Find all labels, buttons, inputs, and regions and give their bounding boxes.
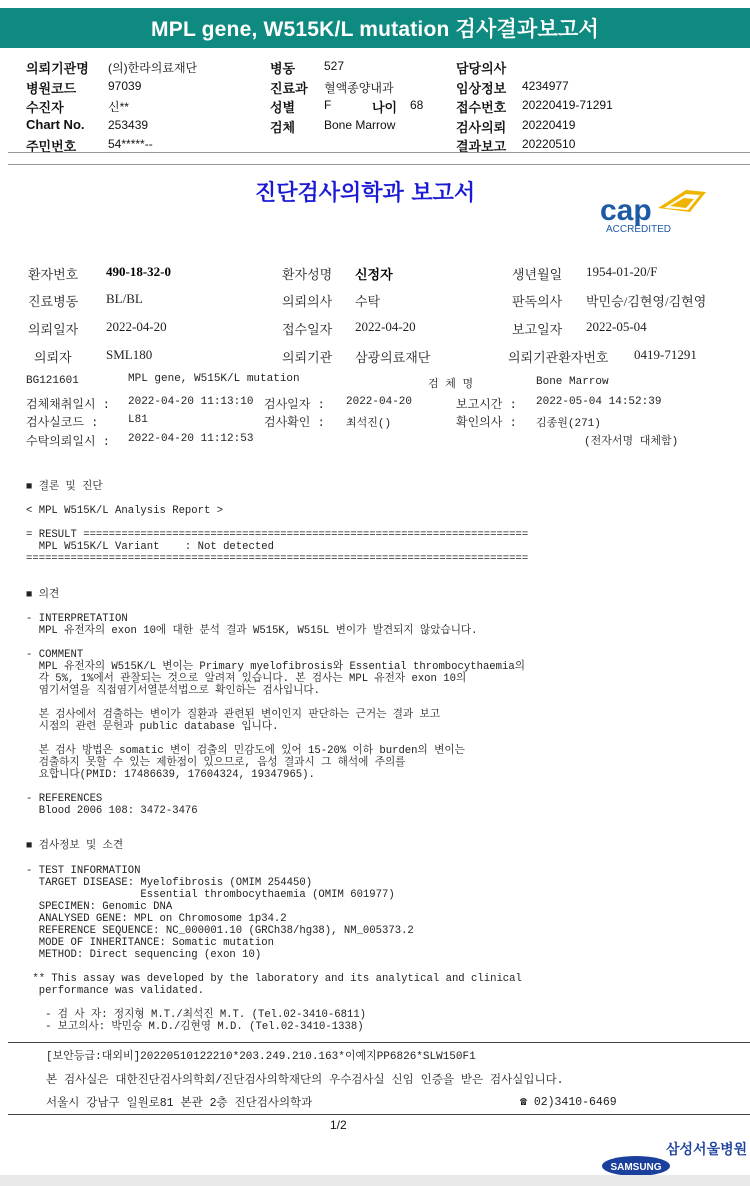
report-line: < MPL W515K/L Analysis Report > [26,505,224,517]
certification-text: 본 검사실은 대한진단검사의학회/진단검사의학재단의 우수검사실 신임 인증을 받은 검사실입니다. [46,1074,564,1087]
divider [8,1114,750,1115]
report-line: ■ 검사정보 및 소견 [26,840,124,852]
report-line: ■ 결론 및 진단 [26,481,103,493]
testdate-value: 2022-04-20 [346,396,413,408]
report-line: performance was validated. [26,985,205,997]
check-label: 검사확인 : [264,416,325,430]
patient-label: 환자번호 [28,267,79,282]
patient-label: 환자성명 [282,267,333,282]
report-line: 각 5%, 1%에서 관찰되는 것으로 알려져 있습니다. 본 검사는 MPL 유전자 exon 10의 [26,673,467,685]
info-label: 병원코드 [26,81,77,96]
collect-label: 검체채취일시 : [26,398,110,412]
info-label: 수진자 [26,100,64,115]
info-value: 68 [410,98,424,112]
info-value: 527 [324,59,345,73]
check-value: 최석진() [346,418,392,430]
report-line: ANALYSED GENE: MPL on Chromosome 1p34.2 [26,913,287,925]
samsung-logo [592,1137,662,1173]
report-title: 진단검사의학과 보고서 [255,180,476,206]
patient-value: BL/BL [106,291,143,306]
patient-label: 의뢰자 [34,350,72,365]
report-line: - 검 사 자: 정지형 M.T./최석진 M.T. (Tel.02-3410-6811) [26,1009,367,1021]
test-name: MPL gene, W515K/L mutation [128,373,300,385]
report-line: - INTERPRETATION [26,613,128,625]
info-value: F [324,98,332,112]
lab-phone: ☎ 02)3410-6469 [520,1096,617,1109]
info-label: Chart No. [26,117,85,132]
patient-value: 2022-05-04 [586,319,647,334]
patient-value: 수탁 [355,294,381,309]
info-label: 검사의뢰 [456,120,507,135]
patient-value: 490-18-32-0 [106,264,171,279]
report-line: - TEST INFORMATION [26,865,141,877]
page-number: 1/2 [330,1118,347,1132]
report-line: METHOD: Direct sequencing (exon 10) [26,949,262,961]
specimen-label: 검 체 명 [428,379,474,391]
report-line: 염기서열을 직접염기서열분석법으로 확인하는 검사입니다. [26,685,320,697]
cap-logo-sub: ACCREDITED [606,224,672,235]
report-line: Essential thrombocythaemia (OMIM 601977) [26,889,395,901]
info-label: 주민번호 [26,139,77,154]
confirm-value: 김종원(271) [536,418,601,430]
report-line: 본 검사 방법은 somatic 변이 검출의 민감도에 있어 15-20% 이하 burden의 변이는 [26,745,465,757]
testdate-label: 검사일자 : [264,398,325,412]
lab-address: 서울시 강남구 일원로81 본관 2층 진단검사의학과 [46,1097,313,1110]
patient-label: 의뢰기관 [282,350,333,365]
report-time-value: 2022-05-04 14:52:39 [536,396,662,408]
confirm-label: 확인의사 : [456,416,517,430]
samsung-brand-text: SAMSUNG [610,1162,662,1173]
security-line: [보안등급:대외비]20220510122210*203.249.210.163*이예지PP6826*SLW150F1 [46,1051,476,1063]
info-label: 진료과 [270,81,308,96]
info-value: 20220419-71291 [522,98,613,112]
patient-label: 생년월일 [512,267,563,282]
report-line: 요합니다(PMID: 17486639, 17604324, 19347965). [26,769,315,781]
info-value: Bone Marrow [324,118,396,132]
specimen-value: Bone Marrow [536,376,609,388]
patient-value: 2022-04-20 [106,319,167,334]
divider [8,1042,750,1043]
report-line: = RESULT ====================================================================== [26,529,529,541]
cap-logo-text: cap [600,194,652,227]
report-line: REFERENCE SEQUENCE: NC_000001.10 (GRCh38/hg38), NM_005373.2 [26,925,414,937]
report-line: TARGET DISEASE: Myelofibrosis (OMIM 254450) [26,877,313,889]
info-value: (의)한라의료재단 [108,61,198,75]
report-line: MODE OF INHERITANCE: Somatic mutation [26,937,274,949]
info-label: 성별 [270,100,296,115]
recv-value: 2022-04-20 11:12:53 [128,433,254,445]
info-label: 의뢰기관명 [26,61,89,76]
info-value: 253439 [108,118,149,132]
info-label: 결과보고 [456,139,507,154]
report-line: MPL 유전자의 W515K/L 변이는 Primary myelofibrosis와 Essential thrombocythaemia의 [26,661,525,673]
patient-label: 진료병동 [28,294,79,309]
info-label: 병동 [270,61,296,76]
report-line: MPL W515K/L Variant : Not detected [26,541,274,553]
divider [8,152,750,153]
patient-value: 1954-01-20/F [586,264,658,279]
info-label: 접수번호 [456,100,507,115]
report-line: 시점의 관련 문헌과 public database 입니다. [26,721,279,733]
info-label: 임상정보 [456,81,507,96]
info-label: 검체 [270,120,296,135]
report-line: 본 검사에서 검출하는 변이가 질환과 관련된 변이인지 판단하는 근거는 결과 보고 [26,709,440,721]
patient-value: 박민승/김현영/김현영 [586,294,707,309]
patient-value: 삼광의료재단 [355,350,431,365]
patient-label: 의뢰의사 [282,294,333,309]
hospital-name: 삼성서울병원 [666,1141,748,1157]
patient-value: 신정자 [355,267,393,282]
report-header-bar [0,8,750,48]
report-header-title: MPL gene, W515K/L mutation 검사결과보고서 [151,18,599,41]
info-value: 54*****-- [108,137,153,151]
report-line: - REFERENCES [26,793,103,805]
report-time-label: 보고시간 : [456,398,517,412]
cap-accredited-logo [598,186,710,236]
info-label: 담당의사 [456,61,507,76]
info-value: 20220510 [522,137,576,151]
report-line: 검출하지 못할 수 있는 제한점이 있으므로, 음성 결과시 그 해석에 주의를 [26,757,406,769]
divider [8,164,750,165]
footer-band [0,1175,750,1186]
report-line: ■ 의견 [26,589,60,601]
patient-label: 보고일자 [512,322,563,337]
patient-label: 판독의사 [512,294,563,309]
patient-value: SML180 [106,347,153,362]
report-line: MPL 유전자의 exon 10에 대한 분석 결과 W515K, W515L 변이가 발견되지 않았습니다. [26,625,478,637]
patient-label: 의뢰일자 [28,322,79,337]
esign-note: (전자서명 대체함) [584,436,679,448]
report-line: Blood 2006 108: 3472-3476 [26,805,198,817]
info-label: 나이 [372,100,398,115]
info-value: 4234977 [522,79,569,93]
room-label: 검사실코드 : [26,416,99,430]
patient-value: 0419-71291 [634,347,697,362]
report-line: - 보고의사: 박민승 M.D./김현영 M.D. (Tel.02-3410-1338) [26,1021,364,1033]
report-line: - COMMENT [26,649,84,661]
test-code: BG121601 [26,375,79,387]
patient-value: 2022-04-20 [355,319,416,334]
room-value: L81 [128,414,148,426]
info-value: 20220419 [522,118,576,132]
patient-label: 의뢰기관환자번호 [508,350,609,365]
info-value: 혈액종양내과 [324,81,394,95]
report-line: =============================================================================== [26,553,529,565]
report-line: SPECIMEN: Genomic DNA [26,901,173,913]
patient-label: 접수일자 [282,322,333,337]
report-line: ** This assay was developed by the laboratory and its analytical and clinical [26,973,522,985]
recv-label: 수탁의뢰일시 : [26,435,110,449]
collect-value: 2022-04-20 11:13:10 [128,396,254,408]
info-value: 신** [108,100,129,114]
info-value: 97039 [108,79,142,93]
